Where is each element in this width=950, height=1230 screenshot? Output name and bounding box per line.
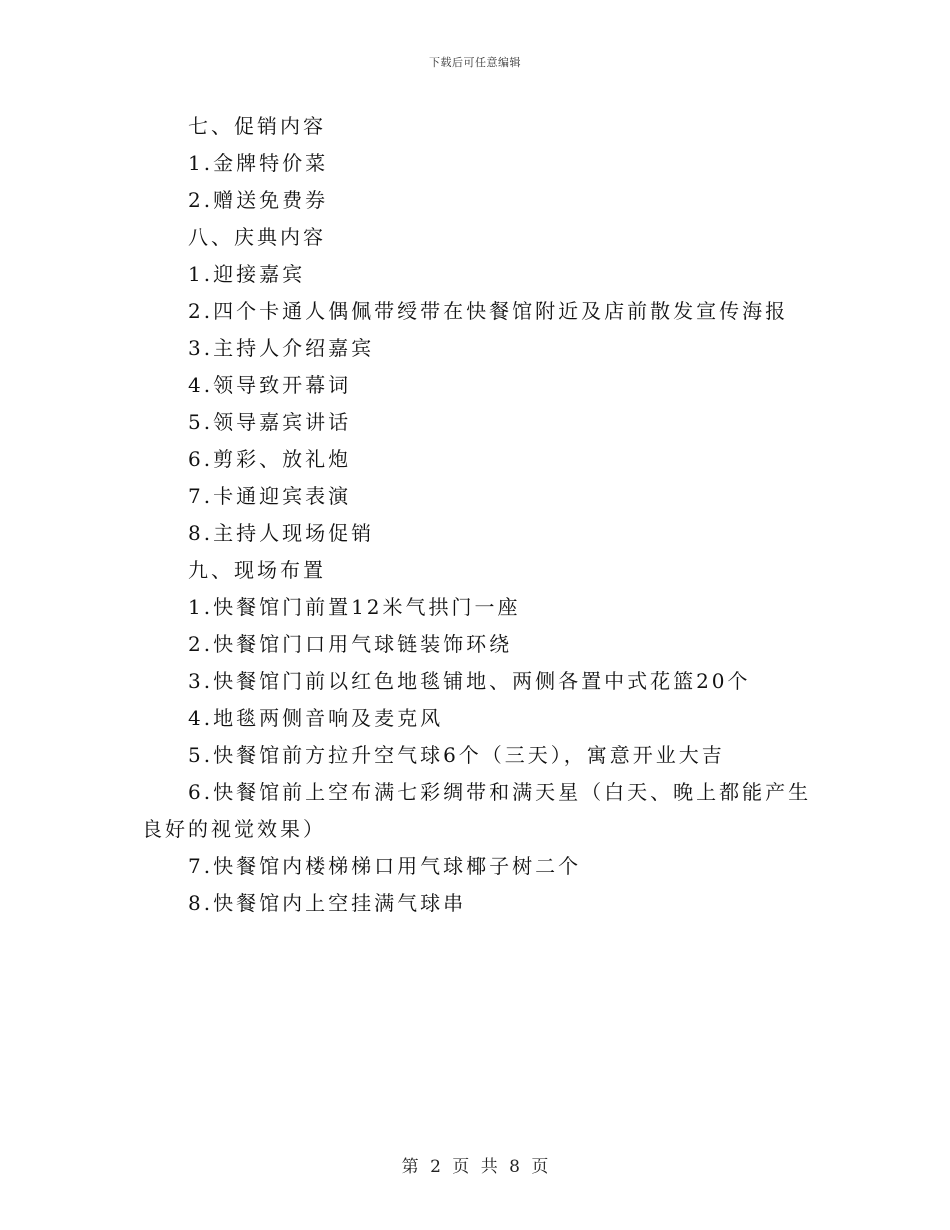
list-item: 1.金牌特价菜 [188,151,329,175]
page-footer: 第 2 页 共 8 页 [401,1157,549,1177]
list-item: 1.快餐馆门前置12米气拱门一座 [188,595,521,619]
section-heading-celebration: 八、庆典内容 [188,225,326,249]
list-item: 7.快餐馆内楼梯梯口用气球椰子树二个 [188,854,582,878]
list-item: 3.快餐馆门前以红色地毯铺地、两侧各置中式花篮20个 [188,669,751,693]
list-item: 2.赠送免费券 [188,188,329,212]
list-item: 4.地毯两侧音响及麦克风 [188,706,444,730]
list-item: 7.卡通迎宾表演 [188,484,352,508]
section-heading-promotion: 七、促销内容 [188,114,326,138]
list-item: 2.快餐馆门口用气球链装饰环绕 [188,632,513,656]
list-item: 4.领导致开幕词 [188,373,352,397]
list-item: 8.主持人现场促销 [188,521,375,545]
list-item: 3.主持人介绍嘉宾 [188,336,375,360]
document-body [142,108,822,922]
list-item: 5.快餐馆前方拉升空气球6个（三天），寓意开业大吉 [188,743,725,767]
list-item: 8.快餐馆内上空挂满气球串 [188,891,467,915]
list-item: 1.迎接嘉宾 [188,262,306,286]
list-item-wrapped: 6.快餐馆前上空布满七彩绸带和满天星（白天、晚上都能产生良好的视觉效果） [142,780,812,841]
list-item: 6.剪彩、放礼炮 [188,447,352,471]
page-header: 下载后可任意编辑 [429,56,521,69]
list-item: 2.四个卡通人偶佩带绶带在快餐馆附近及店前散发宣传海报 [188,299,789,323]
section-heading-site-layout: 九、现场布置 [188,558,326,582]
list-item: 5.领导嘉宾讲话 [188,410,352,434]
